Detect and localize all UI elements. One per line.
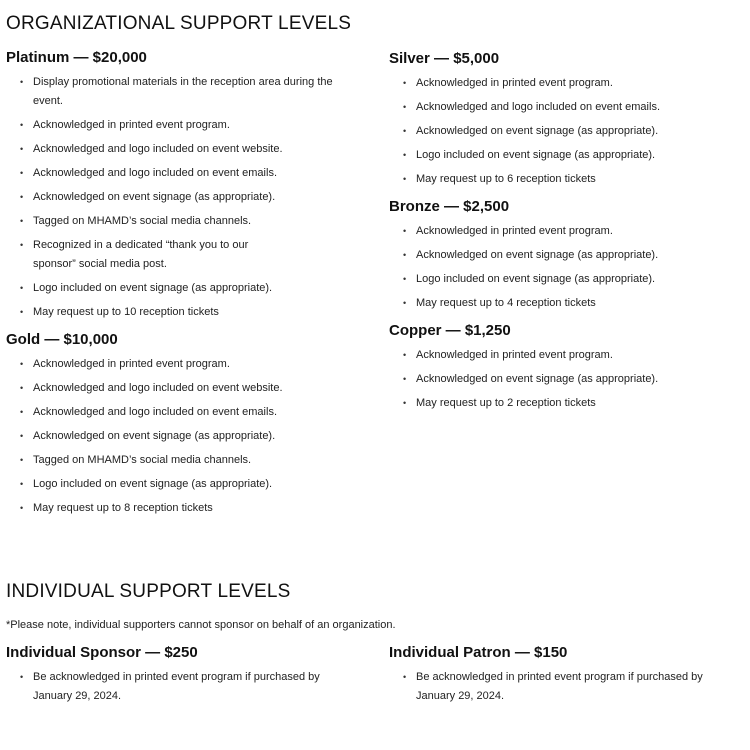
benefit-list-silver [389, 74, 744, 189]
bullet-icon: • [403, 226, 407, 236]
bullet-icon: • [20, 216, 24, 226]
benefit-item: • May request up to 2 reception tickets [389, 394, 744, 413]
benefit-item: • Logo included on event signage (as appropriate). [6, 475, 356, 494]
benefit-item: • Logo included on event signage (as appropriate). [6, 279, 356, 298]
tier-title-gold: Gold — $10,000 [6, 331, 118, 348]
bullet-icon: • [20, 672, 24, 682]
benefit-item: • May request up to 4 reception tickets [389, 294, 744, 313]
benefit-item: • Acknowledged on event signage (as appropriate). [6, 427, 356, 446]
tier-copper [389, 321, 744, 413]
bullet-icon: • [403, 672, 407, 682]
org-right-column [389, 49, 744, 413]
bullet-icon: • [403, 78, 407, 88]
benefit-list-individual-patron [389, 668, 744, 706]
benefit-item: • Acknowledged and logo included on event emails. [6, 403, 356, 422]
tier-individual-patron [389, 643, 744, 706]
bullet-icon: • [20, 383, 24, 393]
bullet-icon: • [20, 120, 24, 130]
tier-title-platinum: Platinum — $20,000 [6, 49, 147, 66]
tier-title-silver: Silver — $5,000 [389, 50, 500, 67]
benefit-item: • Logo included on event signage (as appropriate). [389, 270, 744, 289]
bullet-icon: • [403, 374, 407, 384]
tier-individual-sponsor [6, 643, 356, 706]
bullet-icon: • [20, 455, 24, 465]
benefit-list-gold [6, 355, 356, 518]
benefit-item: • Acknowledged on event signage (as appropriate). [389, 370, 744, 389]
benefit-item: • Acknowledged in printed event program. [389, 74, 744, 93]
benefit-list-bronze [389, 222, 744, 313]
benefit-item: • May request up to 6 reception tickets [389, 170, 744, 189]
bullet-icon: • [20, 240, 24, 250]
bullet-icon: • [20, 503, 24, 513]
individual-note: *Please note, individual supporters cannot sponsor on behalf of an organization. [6, 619, 396, 631]
tier-title-individual-patron: Individual Patron — $150 [389, 644, 568, 661]
tier-platinum [6, 48, 356, 322]
bullet-icon: • [403, 350, 407, 360]
bullet-icon: • [403, 398, 407, 408]
tier-title-copper: Copper — $1,250 [389, 322, 511, 339]
bullet-icon: • [20, 479, 24, 489]
benefit-item: • Be acknowledged in printed event program if purchased by January 29, 2024. [6, 668, 356, 706]
bullet-icon: • [20, 192, 24, 202]
bullet-icon: • [403, 150, 407, 160]
org-section-title: ORGANIZATIONAL SUPPORT LEVELS [6, 13, 352, 34]
benefit-item: • Acknowledged in printed event program. [6, 116, 356, 135]
bullet-icon: • [403, 126, 407, 136]
org-left-column [6, 48, 356, 518]
bullet-icon: • [403, 298, 407, 308]
bullet-icon: • [20, 283, 24, 293]
benefit-item: • Tagged on MHAMD’s social media channels. [6, 212, 356, 231]
benefit-list-copper [389, 346, 744, 413]
tier-silver [389, 49, 744, 189]
benefit-item: • Display promotional materials in the reception area during the event. [6, 73, 356, 111]
benefit-list-individual-sponsor [6, 668, 356, 706]
benefit-item: • Acknowledged in printed event program. [389, 346, 744, 365]
benefit-item: • May request up to 8 reception tickets [6, 499, 356, 518]
bullet-icon: • [20, 168, 24, 178]
benefit-item: • Acknowledged and logo included on event emails. [389, 98, 744, 117]
benefit-list-platinum [6, 73, 356, 322]
bullet-icon: • [20, 77, 24, 87]
benefit-item: • Acknowledged on event signage (as appropriate). [6, 188, 356, 207]
tier-bronze [389, 197, 744, 313]
bullet-icon: • [403, 102, 407, 112]
benefit-item: • Acknowledged and logo included on event website. [6, 379, 356, 398]
benefit-item: • Acknowledged and logo included on event emails. [6, 164, 356, 183]
benefit-item: • Acknowledged on event signage (as appropriate). [389, 246, 744, 265]
bullet-icon: • [403, 174, 407, 184]
bullet-icon: • [20, 431, 24, 441]
individual-section-title: INDIVIDUAL SUPPORT LEVELS [6, 581, 291, 602]
tier-title-bronze: Bronze — $2,500 [389, 198, 510, 215]
benefit-item: • Acknowledged on event signage (as appropriate). [389, 122, 744, 141]
benefit-item: • Acknowledged in printed event program. [6, 355, 356, 374]
benefit-item: • Be acknowledged in printed event program if purchased by January 29, 2024. [389, 668, 744, 706]
tier-title-individual-sponsor: Individual Sponsor — $250 [6, 644, 198, 661]
bullet-icon: • [20, 359, 24, 369]
bullet-icon: • [20, 307, 24, 317]
bullet-icon: • [403, 250, 407, 260]
benefit-item: • Recognized in a dedicated “thank you to our sponsor” social media post. [6, 236, 356, 274]
bullet-icon: • [20, 407, 24, 417]
benefit-item: • Acknowledged and logo included on event website. [6, 140, 356, 159]
benefit-item: • May request up to 10 reception tickets [6, 303, 356, 322]
benefit-item: • Logo included on event signage (as appropriate). [389, 146, 744, 165]
tier-gold [6, 330, 356, 518]
bullet-icon: • [20, 144, 24, 154]
bullet-icon: • [403, 274, 407, 284]
benefit-item: • Acknowledged in printed event program. [389, 222, 744, 241]
benefit-item: • Tagged on MHAMD’s social media channels. [6, 451, 356, 470]
